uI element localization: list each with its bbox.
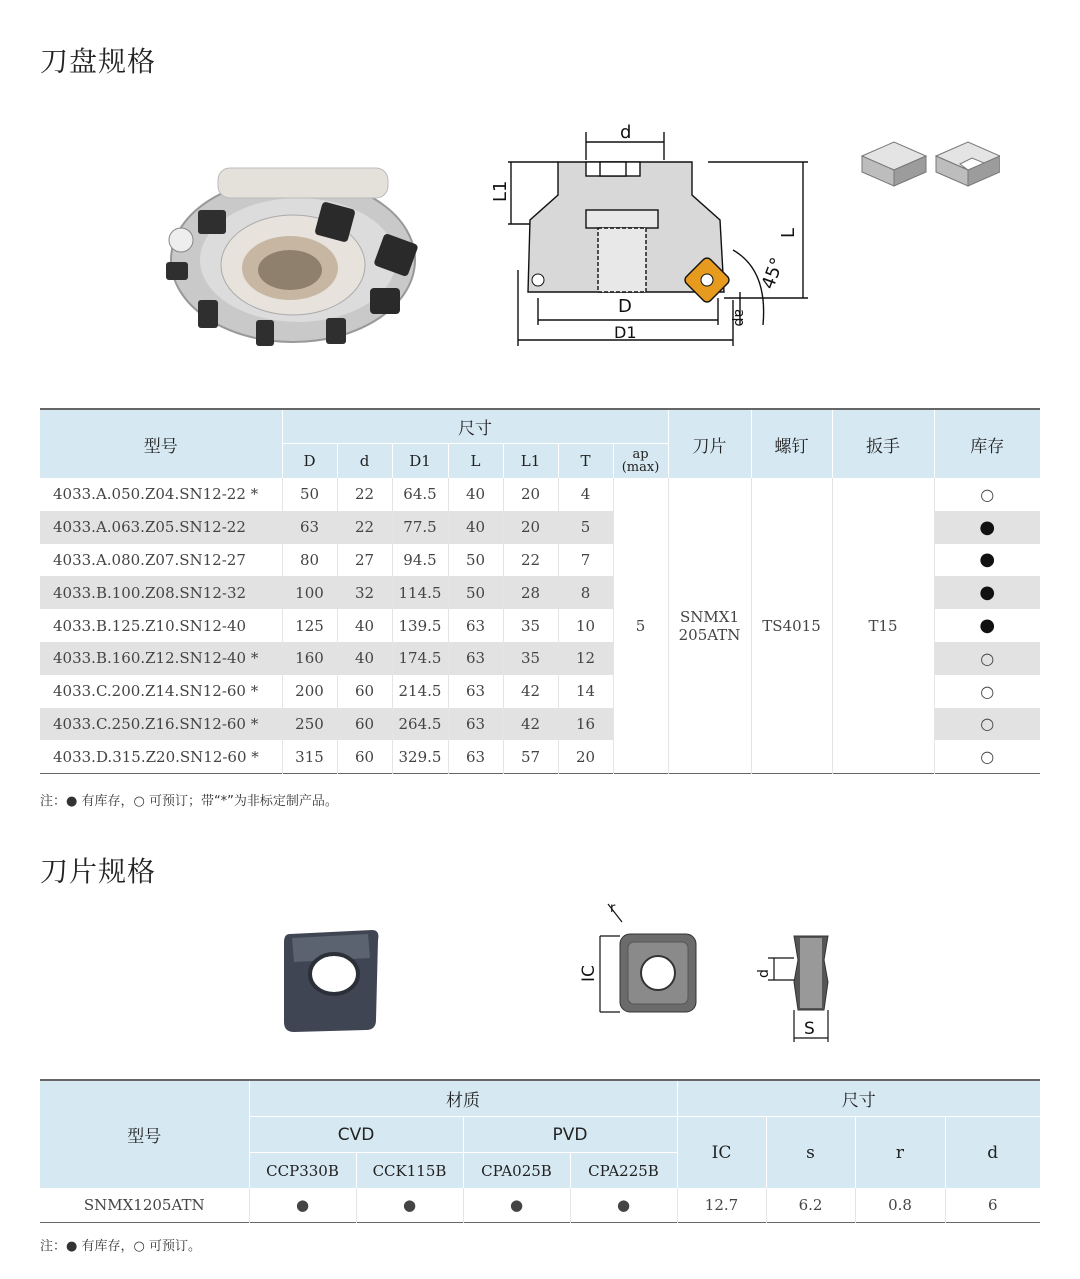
cell-L1: 35 [503, 609, 558, 642]
cell-L: 63 [448, 708, 503, 741]
cell-L1: 42 [503, 708, 558, 741]
cell-T: 16 [558, 708, 613, 741]
cell-d: 60 [337, 675, 392, 708]
cell-L1: 22 [503, 544, 558, 577]
cell-T: 4 [558, 478, 613, 511]
insert-ic-label: IC [579, 965, 599, 982]
cell-model: 4033.A.080.Z07.SN12-27 [53, 550, 246, 569]
th-stock: 库存 [934, 409, 1040, 478]
t2-th-grade-cck115b: CCK115B [356, 1153, 463, 1189]
t2-th-cvd: CVD [249, 1117, 463, 1153]
t2-th-grade-cpa025b: CPA025B [463, 1153, 570, 1189]
cell-T: 14 [558, 675, 613, 708]
cell-d: 22 [337, 511, 392, 544]
t2-cell-grade-3: ● [570, 1188, 677, 1223]
cell-screw: TS4015 [751, 478, 832, 774]
th-col-D1: D1 [392, 444, 448, 479]
cutter-drawing [478, 120, 818, 350]
cell-D1: 174.5 [392, 642, 448, 675]
cell-d: 40 [337, 609, 392, 642]
cell-L: 50 [448, 576, 503, 609]
cell-blade-line1: SNMX1 [680, 607, 740, 626]
t2-th-pvd: PVD [463, 1117, 677, 1153]
th-ap-line1: ap [632, 447, 649, 462]
t2-th-r: r [855, 1117, 945, 1189]
th-col-L: L [448, 444, 503, 479]
t2-cell-s: 6.2 [766, 1188, 855, 1223]
insert-spec-table [40, 1079, 1040, 1223]
cell-T: 8 [558, 576, 613, 609]
cell-model: 4033.D.315.Z20.SN12-60 * [53, 747, 259, 766]
t2-cell-grade-0: ● [249, 1188, 356, 1223]
t2-th-d: d [945, 1117, 1040, 1189]
t2-row [40, 1188, 1040, 1223]
t2-th-ic: IC [677, 1117, 766, 1189]
cell-blade-line2: 205ATN [678, 625, 741, 644]
cell-T: 20 [558, 740, 613, 773]
cell-L1: 57 [503, 740, 558, 773]
t2-cell-d: 6 [945, 1188, 1040, 1223]
cell-D: 50 [282, 478, 337, 511]
t2-cell-model: SNMX1205ATN [83, 1196, 205, 1214]
cell-model: 4033.A.050.Z04.SN12-22 * [53, 485, 259, 504]
dim-angle-label: 45° [757, 254, 789, 292]
cell-model: 4033.B.160.Z12.SN12-40 * [40, 642, 282, 675]
cell-model: 4033.B.125.Z10.SN12-40 [53, 616, 247, 635]
cell-D: 250 [282, 708, 337, 741]
t2-cell-grade-2: ● [463, 1188, 570, 1223]
cutter-note: 注：● 有库存，○ 可预订；带“*”为非标定制产品。 [40, 794, 338, 809]
th-col-L1: L1 [503, 444, 558, 479]
cell-d: 40 [337, 642, 392, 675]
cell-D1: 264.5 [392, 708, 448, 741]
t2-cell-grade-1: ● [356, 1188, 463, 1223]
dim-d-label: d [620, 122, 632, 143]
cell-L1: 42 [503, 675, 558, 708]
dim-l1-label: L1 [490, 180, 511, 202]
cell-model: 4033.B.100.Z08.SN12-32 [40, 576, 282, 609]
t2-cell-r: 0.8 [855, 1188, 945, 1223]
insert-drawing-side [752, 930, 842, 1048]
cell-D1: 114.5 [392, 576, 448, 609]
cell-D1: 329.5 [392, 740, 448, 773]
cell-d: 60 [337, 740, 392, 773]
cell-D: 80 [282, 544, 337, 577]
cell-L: 63 [448, 675, 503, 708]
cell-D: 63 [282, 511, 337, 544]
cell-D1: 77.5 [392, 511, 448, 544]
cell-L: 50 [448, 544, 503, 577]
workpiece-icons [860, 138, 1000, 188]
cell-D: 125 [282, 609, 337, 642]
cell-L: 40 [448, 478, 503, 511]
cell-stock: ○ [934, 740, 1040, 773]
cell-model: 4033.C.200.Z14.SN12-60 * [53, 682, 259, 701]
cell-L: 63 [448, 609, 503, 642]
cell-ap: 5 [613, 478, 668, 774]
cell-stock: ● [934, 576, 1040, 609]
cutter-photo [158, 150, 423, 350]
cell-L1: 20 [503, 478, 558, 511]
insert-drawing-front [572, 898, 707, 1018]
cell-L: 63 [448, 642, 503, 675]
t2-th-s: s [766, 1117, 855, 1189]
section-title-insert: 刀片规格 [40, 855, 157, 888]
th-col-d: d [337, 444, 392, 479]
th-col-ap [613, 444, 668, 479]
table-row [40, 478, 1040, 511]
cell-D: 315 [282, 740, 337, 773]
cell-D: 200 [282, 675, 337, 708]
insert-photo [280, 928, 382, 1034]
cell-D: 160 [282, 642, 337, 675]
cell-stock: ● [934, 544, 1040, 577]
section-title-cutter: 刀盘规格 [40, 45, 157, 78]
th-screw: 螺钉 [751, 409, 832, 478]
cell-d: 27 [337, 544, 392, 577]
cell-L1: 20 [503, 511, 558, 544]
dim-bigd-label: D [618, 296, 632, 317]
th-wrench: 扳手 [832, 409, 934, 478]
insert-r-label: r [610, 901, 616, 916]
cell-L: 40 [448, 511, 503, 544]
cell-d: 32 [337, 576, 392, 609]
cell-T: 12 [558, 642, 613, 675]
cell-model: 4033.C.250.Z16.SN12-60 * [40, 708, 282, 741]
cell-d: 60 [337, 708, 392, 741]
t2-th-size: 尺寸 [677, 1080, 1040, 1117]
cell-D1: 64.5 [392, 478, 448, 511]
cell-model: 4033.A.063.Z05.SN12-22 [40, 511, 282, 544]
cell-blade [668, 478, 751, 774]
dim-d1-label: D1 [614, 323, 637, 342]
insert-s-label: S [804, 1019, 815, 1039]
cell-stock: ○ [934, 675, 1040, 708]
cell-stock: ● [934, 609, 1040, 642]
cell-T: 5 [558, 511, 613, 544]
cell-T: 7 [558, 544, 613, 577]
th-size: 尺寸 [282, 409, 668, 444]
cell-stock: ● [934, 511, 1040, 544]
cell-stock: ○ [934, 708, 1040, 741]
cell-L: 63 [448, 740, 503, 773]
cell-stock: ○ [934, 642, 1040, 675]
cell-L1: 35 [503, 642, 558, 675]
cutter-spec-table [40, 408, 1040, 774]
cell-D: 100 [282, 576, 337, 609]
dim-ap-label: ap [731, 309, 747, 327]
th-ap-line2: (max) [621, 460, 660, 475]
dim-l-label: L [778, 227, 799, 238]
t2-th-material: 材质 [249, 1080, 677, 1117]
cell-stock: ○ [934, 478, 1040, 511]
cell-wrench: T15 [832, 478, 934, 774]
cell-T: 10 [558, 609, 613, 642]
cell-D1: 214.5 [392, 675, 448, 708]
t2-th-model: 型号 [40, 1080, 249, 1188]
t2-th-grade-cpa225b: CPA225B [570, 1153, 677, 1189]
insert-d-label: d [756, 969, 772, 978]
th-blade: 刀片 [668, 409, 751, 478]
th-model: 型号 [40, 409, 282, 478]
t2-th-grade-ccp330b: CCP330B [249, 1153, 356, 1189]
cell-L1: 28 [503, 576, 558, 609]
cell-d: 22 [337, 478, 392, 511]
t2-cell-ic: 12.7 [677, 1188, 766, 1223]
insert-note: 注：● 有库存，○ 可预订。 [40, 1239, 201, 1254]
th-col-D: D [282, 444, 337, 479]
th-col-T: T [558, 444, 613, 479]
cell-D1: 94.5 [392, 544, 448, 577]
cell-D1: 139.5 [392, 609, 448, 642]
